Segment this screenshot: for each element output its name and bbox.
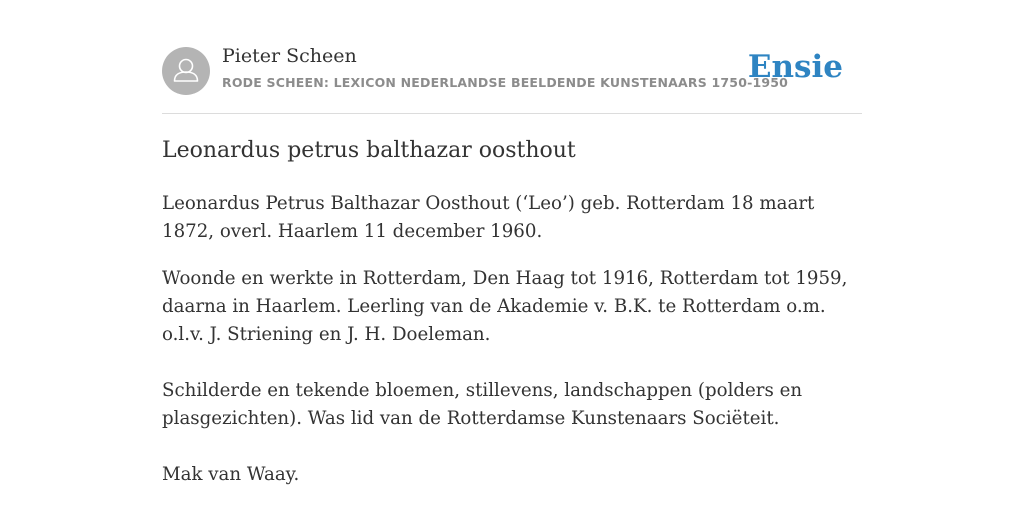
paragraph-birth-death: Leonardus Petrus Balthazar Oosthout (‘Leo’) geb. Rotterdam 18 maart 1872, overl. Haarlem 11 december 1960.: [162, 193, 815, 242]
brand-logo[interactable]: Ensie: [747, 49, 843, 85]
source-title[interactable]: RODE SCHEEN: LEXICON NEDERLANDSE BEELDENDE KUNSTENAARS 1750-1950: [222, 75, 789, 90]
user-silhouette-icon: [162, 47, 210, 95]
page-title: Leonardus petrus balthazar oosthout: [162, 138, 576, 163]
entry-card: [162, 0, 862, 485]
entry-header: [162, 0, 862, 114]
author-name[interactable]: Pieter Scheen: [222, 45, 357, 67]
paragraph-residence-training: Woonde en werkte in Rotterdam, Den Haag tot 1916, Rotterdam tot 1959, daarna in Haarlem. Leerling van de Akademie v. B.K. te Rotterdam o.m. o.l.v. J. Striening en J. H. Doeleman.: [162, 268, 848, 345]
author-avatar[interactable]: [162, 47, 210, 95]
article-body: [162, 190, 862, 489]
paragraph-reference: Mak van Waay.: [162, 464, 300, 485]
paragraph-work: Schilderde en tekende bloemen, stillevens, landschappen (polders en plasgezichten). Was lid van de Rotterdamse Kunstenaars Sociëteit.: [162, 380, 803, 429]
